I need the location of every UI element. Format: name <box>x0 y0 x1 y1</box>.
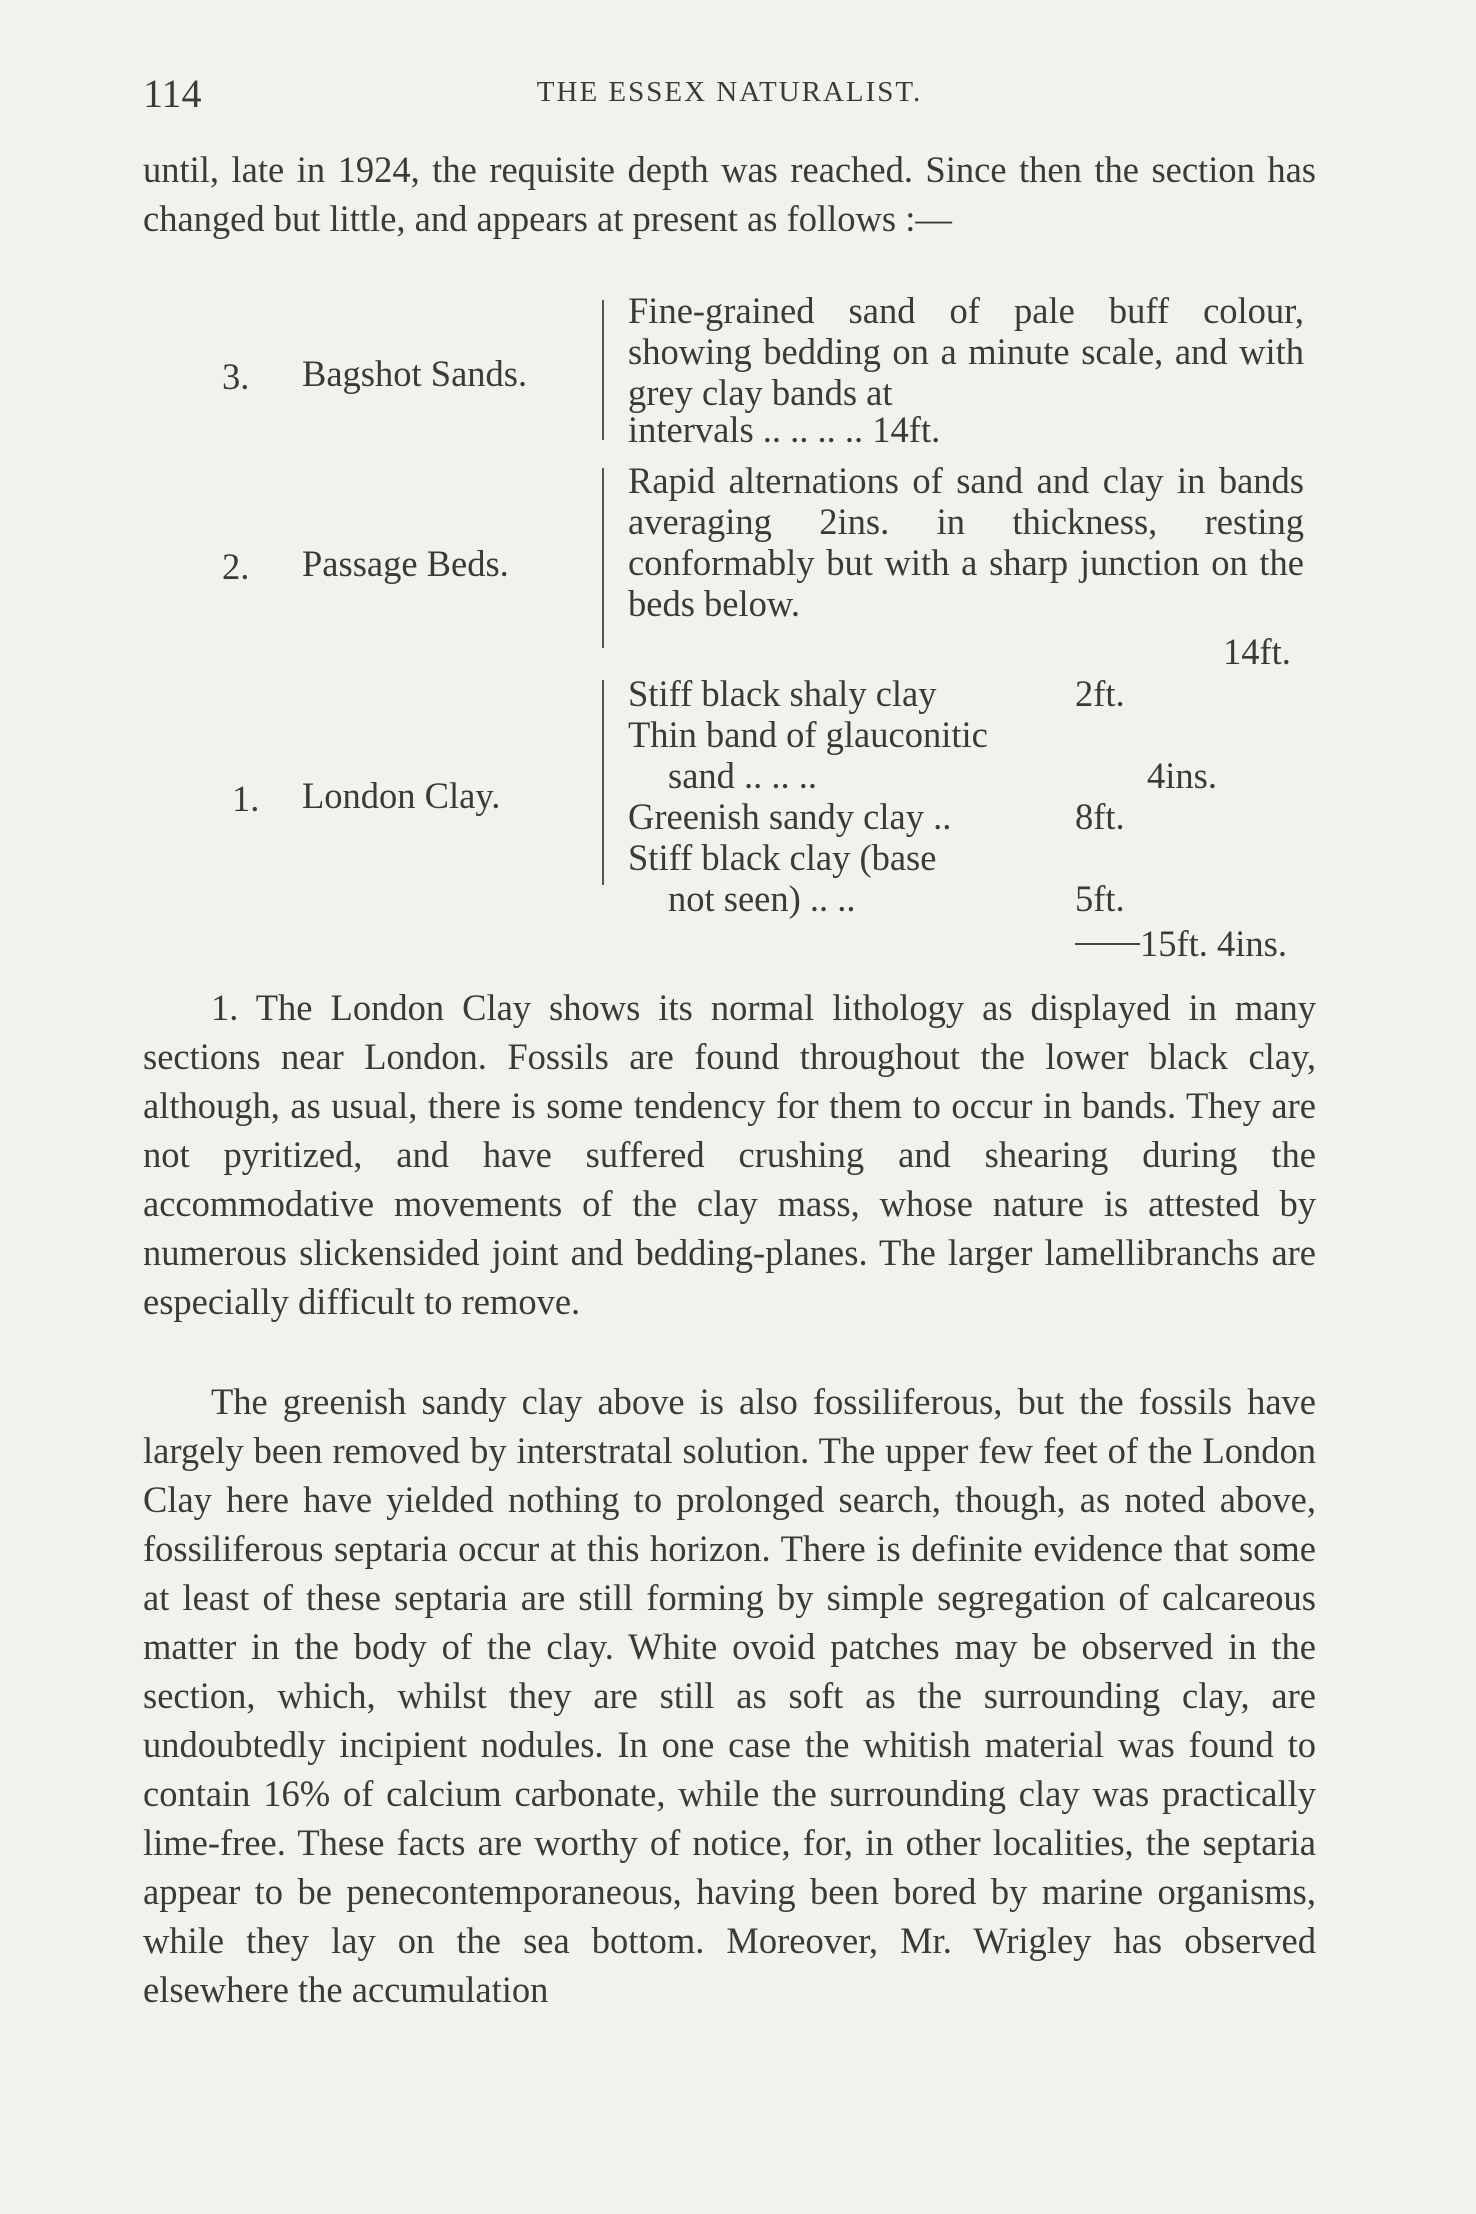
layer-6-thickness: 5ft. <box>1075 878 1125 919</box>
running-title: THE ESSEX NATURALIST. <box>536 76 923 108</box>
layer-3-thickness: 4ins. <box>1147 755 1217 796</box>
bed2-description: Rapid alternations of sand and clay in bands averaging 2ins. in thickness, resting conformably but with a sharp junction on the beds below. <box>628 460 1304 624</box>
bed3-number: 3. <box>222 356 250 397</box>
layer-6-text: not seen) .. .. <box>668 878 856 919</box>
bed3-brace <box>602 300 604 440</box>
intro-paragraph: until, late in 1924, the requisite depth was reached. Since then the section has changed but little, and appears at present as follows :— <box>143 149 1316 239</box>
bed2-name: Passage Beds. <box>302 543 509 584</box>
bed3-last-line: intervals .. .. .. .. 14ft. <box>628 409 941 450</box>
bed1-name: London Clay. <box>302 775 501 816</box>
page-number: 114 <box>143 71 202 116</box>
bed3-description: Fine-grained sand of pale buff colour, showing bedding on a minute scale, and with grey clay bands at <box>628 290 1304 413</box>
bed3-name: Bagshot Sands. <box>302 353 528 394</box>
layer-4-thickness: 8ft. <box>1075 796 1125 837</box>
paragraph-greenish-sandy-clay: The greenish sandy clay above is also fossiliferous, but the fossils have largely been removed by interstratal solution. The upper few feet of the London Clay here have yielded nothing to prolonged search, though, as noted above, fossiliferous septaria occur at this horizon. There is definite evidence that some at least of these septaria are still forming by simple segregation of calcareous matter in the body of the clay. White ovoid patches may be observed in the section, which, whilst they are still as soft as the surrounding clay, are undoubtedly incipient nodules. In one case the whitish material was found to contain 16% of calcium carbonate, while the surrounding clay was practically lime-free. These facts are worthy of notice, for, in other localities, the septaria appear to be penecontemporaneous, having been bored by marine organisms, while they lay on the sea bottom. Moreover, Mr. Wrigley has observed elsewhere the accumulation <box>143 1381 1316 2010</box>
bed2-thickness: 14ft. <box>1223 631 1291 672</box>
bed1-total: 15ft. 4ins. <box>1140 923 1288 964</box>
layer-4-text: Greenish sandy clay .. <box>628 796 952 837</box>
layer-1-thickness: 2ft. <box>1075 673 1125 714</box>
layer-2-text: Thin band of glauconitic <box>628 714 988 755</box>
total-rule <box>1075 943 1140 945</box>
layer-5-text: Stiff black clay (base <box>628 837 937 878</box>
paragraph-london-clay: 1. The London Clay shows its normal lithology as displayed in many sections near London. Fossils are found throughout the lower black clay, although, as usual, there is some tendency for them to occur in bands. They are not pyritized, and have suffered crushing and shearing during the accommodative movements of the clay mass, whose nature is attested by numerous slickensided joint and bedding-planes. The larger lamellibranchs are especially difficult to remove. <box>143 987 1316 1322</box>
bed2-brace <box>602 468 604 648</box>
geological-section-table <box>0 0 1476 980</box>
bed1-number: 1. <box>232 778 260 819</box>
layer-3-text: sand .. .. .. <box>668 755 818 796</box>
layer-1-text: Stiff black shaly clay <box>628 673 937 714</box>
bed2-number: 2. <box>222 546 250 587</box>
bed1-brace <box>602 680 604 885</box>
